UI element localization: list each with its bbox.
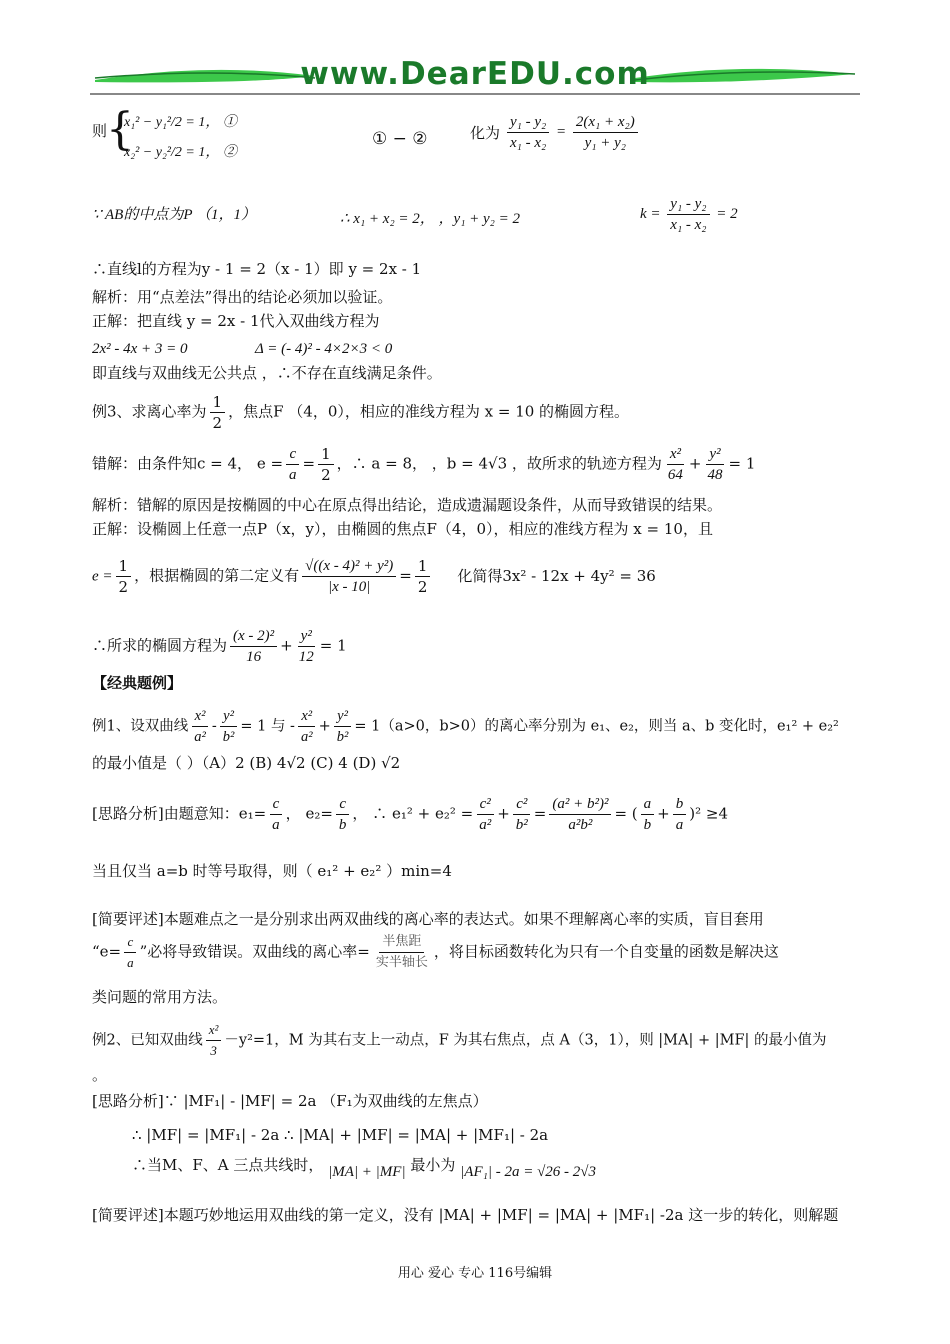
equation-subtract: ① − ② xyxy=(372,129,428,149)
correct-solution-2: 正解：设椭圆上任意一点P（x，y），由椭圆的焦点F（4，0），相应的准线方程为 x = 10，且 xyxy=(92,520,713,538)
sum-statement: ∴ x₁ + x₂ = 2， ，y₁ + y₂ = 2 xyxy=(340,211,521,227)
conclusion-1: 即直线与双曲线无公共点 ，∴不存在直线满足条件。 xyxy=(92,364,442,382)
equation-1: x₁² − y₁²/2 = 1， ① xyxy=(124,115,237,130)
brief-comment-1: [简要评述]本题难点之一是分别求出两双曲线的离心率的表达式。如果不理解离心率的实质，盲目套用 xyxy=(92,910,764,928)
line-equation: ∴直线l的方程为y - 1 = 2（x - 1）即 y = 2x - 1 xyxy=(92,260,422,278)
discriminant: Δ = (- 4)² - 4×2×3 < 0 xyxy=(255,341,393,357)
classic-example-1-options: 的最小值是（ ）（A）2 (B) 4√2 (C) 4 (D) √2 xyxy=(92,754,401,772)
derivation-step-1: ∴ |MF| = |MF₁| - 2a ∴ |MA| + |MF| = |MA| + |MF₁| - 2a xyxy=(132,1126,549,1144)
quadratic-equation: 2x² - 4x + 3 = 0 xyxy=(92,341,188,357)
classic-example-1: 例1、设双曲线 $\frac{\text{x²}}{\text{a²}}$ - $\frac{\text{y²}}{\text{b²}}$ = 1 与 - $\frac{\text{x²}}{\text{a²}}$ + $\frac{\text{y²}}{\text{b²}}$ = 1（a>0，b>0）的离心率分别为 e₁、e₂，则当 a、b 变化时，e₁² + e₂² xyxy=(92,708,839,745)
derivation-step-2: ∴当M、F、A 三点共线时， |MA| + |MF| 最小为 |AF₁| - 2a = √26 - 2√3 xyxy=(132,1156,597,1180)
page-footer: 用心 爱心 专心 116号编辑 xyxy=(397,1266,553,1281)
idea-analysis-2: [思路分析]∵ |MF₁| - |MF| = 2a （F₁为双曲线的左焦点） xyxy=(92,1092,488,1110)
brief-comment-1-cont: “e= $\frac{c}{a}$ ”必将导致错误。双曲线的离心率= $\frac{\text{半焦距}}{\text{实半轴长}}$ ，将目标函数转化为只有一个自变量的函数是解决这 xyxy=(92,934,779,970)
classic-example-2: 例2、已知双曲线 $\frac{\text{x²}}{3}$ －y²=1，M 为其右支上一动点，F 为其右焦点，点 A（3，1），则 |MA| + |MF| 的最小值为 xyxy=(92,1022,827,1058)
section-heading: 【经典题例】 xyxy=(92,674,183,692)
midpoint-statement: ∵ AB的中点为P （1，1） xyxy=(92,207,256,223)
brief-comment-2: [简要评述]本题巧妙地运用双曲线的第一定义，没有 |MA| + |MF| = |MA| + |MF₁| -2a 这一步的转化，则解题 xyxy=(92,1206,839,1224)
site-logo: www.DearEDU.com xyxy=(300,56,650,92)
idea-analysis-1: [思路分析]由题意知：e₁= $\frac{c}{a}$ ， e₂= $\frac{c}{b}$ ， ∴ e₁² + e₂² = $\frac{\text{c²}}{\text{a²}}$ + $\frac{\text{c²}}{\text{b²}}$ = $\frac{\text{(a² + b²)²}}{\text{a²b²}}$ = ( $\frac{a}{b}$ + $\frac{b}{a}$ )² ≥4 xyxy=(92,796,728,833)
text-huawei: 化为 xyxy=(470,124,501,142)
equality-condition: 当且仅当 a=b 时等号取得，则（ e₁² + e₂² ）min=4 xyxy=(92,862,452,880)
analysis-1: 解析：用“点差法”得出的结论必须加以验证。 xyxy=(92,288,393,306)
second-definition: e = $\frac{1}{2}$ ，根据椭圆的第二定义有 $\frac{\text{√((x - 4)² + y²)}}{|x - 10|}$ = $\frac{1}{2}$ 化简得3x² - 12x + 4y² = 36 xyxy=(92,557,656,596)
analysis-2: 解析：错解的原因是按椭圆的中心在原点得出结论，造成遗漏题设条件，从而导致错误的结果。 xyxy=(92,496,723,514)
equation-2: x₂² − y₂²/2 = 1， ② xyxy=(124,145,237,160)
brace-symbol: { xyxy=(106,104,134,155)
wrong-solution: 错解：由条件知c = 4， e = $\frac{c}{a}$ = $\frac{1}{2}$ ，∴ a = 8， ，b = 4√3 ，故所求的轨迹方程为 $\frac{\text{x²}}{64}$ + $\frac{\text{y²}}{48}$ = 1 xyxy=(92,445,756,484)
slope-k: k = $\frac{\text{y₁ - y₂}}{\text{x₁ - x₂}}$ = 2 xyxy=(640,196,738,233)
fraction-slope-left: $\frac{\text{y₁ - y₂}}{\text{x₁ - x₂}}$ = $\frac{\text{2(x₁ + x₂)}}{\text{y₁ + y₂}}$ xyxy=(504,112,641,153)
text-ze: 则 xyxy=(92,122,108,140)
correct-solution-1: 正解：把直线 y = 2x - 1代入双曲线方程为 xyxy=(92,312,380,330)
classic-example-2-end: 。 xyxy=(92,1066,108,1084)
brief-comment-1-end: 类问题的常用方法。 xyxy=(92,988,228,1006)
ellipse-result: ∴所求的椭圆方程为 $\frac{\text{(x - 2)²}}{16}$ + $\frac{\text{y²}}{12}$ = 1 xyxy=(92,628,347,665)
example-3-question: 例3、求离心率为 $\frac{1}{2}$ ，焦点F （4，0），相应的准线方程为 x = 10 的椭圆方程。 xyxy=(92,393,630,432)
